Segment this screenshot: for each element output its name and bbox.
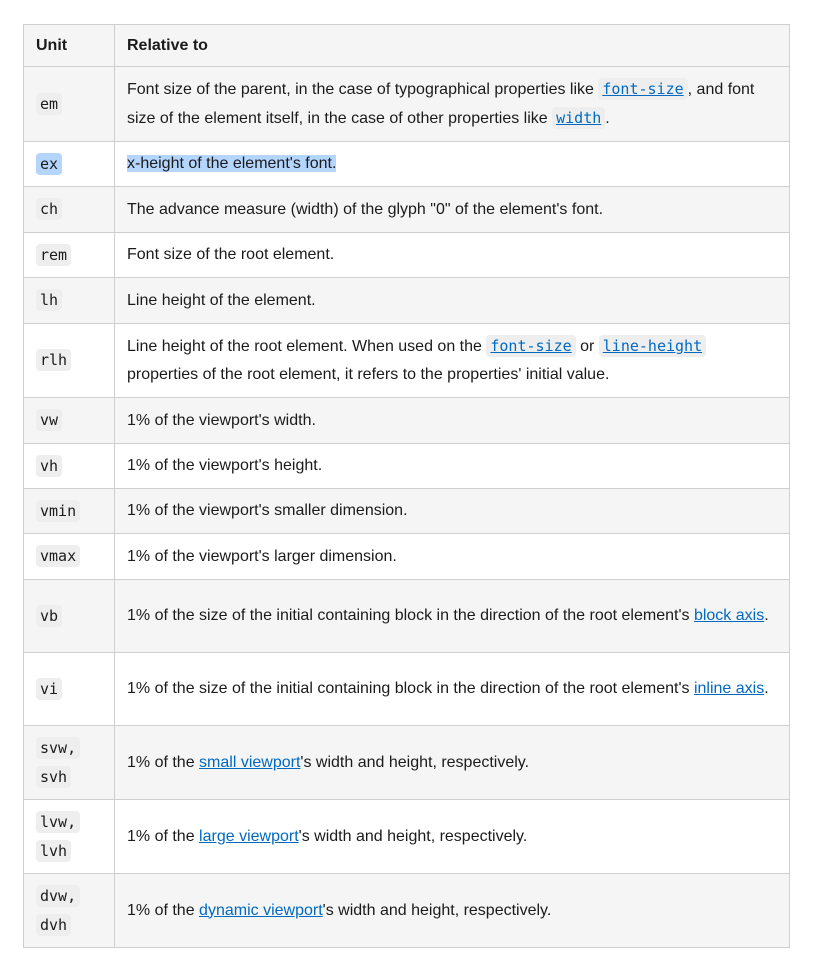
table-row (24, 398, 790, 444)
description-text: 's width and height, respectively. (300, 753, 530, 771)
unit-code: dvh (36, 914, 71, 936)
dynamic-viewport-link[interactable]: dynamic viewport (199, 901, 323, 919)
unit-code: lh (36, 289, 62, 311)
table-row (24, 580, 790, 653)
description-text: 's width and height, respectively. (298, 827, 528, 845)
table-row (24, 726, 790, 800)
description-text: 1% of the size of the initial containing block in the direction of the root element's (127, 680, 694, 697)
description-text: . (605, 110, 610, 127)
description-text: Font size of the parent, in the case of typographical properties like (127, 81, 599, 98)
font-size-link[interactable]: font-size (598, 78, 687, 100)
description-cell (115, 874, 790, 948)
unit-cell (24, 67, 115, 142)
block-axis-link[interactable]: block axis (693, 607, 765, 624)
unit-code: rem (36, 244, 71, 266)
description-text: 1% of the size of the initial containing block in the direction of the root element's (127, 607, 694, 624)
description-cell (115, 726, 790, 800)
unit-code: vmin (36, 500, 80, 522)
description-text: The advance measure (width) of the glyph "0" of the element's font. (127, 200, 604, 218)
line-height-link[interactable]: line-height (599, 335, 706, 357)
table-row (24, 653, 790, 726)
unit-code: svw, (36, 737, 80, 759)
unit-code: vi (36, 678, 62, 700)
table-row (24, 489, 790, 534)
table-row (24, 874, 790, 948)
unit-cell (24, 444, 115, 489)
unit-cell (24, 142, 115, 187)
unit-cell (24, 653, 115, 726)
table-row (24, 233, 790, 278)
description-text: or (575, 338, 599, 355)
unit-code: ex (36, 153, 62, 175)
description-text: . (764, 680, 769, 697)
unit-code: vmax (36, 545, 80, 567)
description-text: 1% of the viewport's larger dimension. (127, 547, 397, 565)
small-viewport-link[interactable]: small viewport (199, 753, 301, 771)
unit-cell (24, 726, 115, 800)
font-size-link[interactable]: font-size (486, 335, 575, 357)
unit-cell (24, 233, 115, 278)
description-cell (115, 534, 790, 580)
description-cell (115, 233, 790, 278)
description-cell (115, 580, 790, 653)
text-selection (36, 156, 62, 173)
description-cell (115, 67, 790, 142)
description-text: 1% of the viewport's width. (127, 411, 316, 429)
description-text: 1% of the (127, 753, 200, 771)
table-row (24, 534, 790, 580)
unit-code: vw (36, 409, 62, 431)
description-cell (115, 489, 790, 534)
unit-code: em (36, 93, 62, 115)
selected-description-text: x-height of the element's font. (127, 155, 337, 172)
description-text: Line height of the element. (127, 291, 316, 309)
unit-cell (24, 800, 115, 874)
unit-code: rlh (36, 349, 71, 371)
unit-cell (24, 278, 115, 324)
unit-cell (24, 874, 115, 948)
unit-code: lvw, (36, 811, 80, 833)
description-cell (115, 398, 790, 444)
description-text: 1% of the viewport's height. (127, 457, 323, 474)
description-text: 1% of the viewport's smaller dimension. (127, 502, 408, 519)
table-row (24, 278, 790, 324)
description-text: . (764, 607, 769, 624)
description-cell (115, 444, 790, 489)
unit-cell (24, 534, 115, 580)
description-text: , and font size of the element itself, in the case of other properties like (127, 81, 755, 127)
table-row (24, 142, 790, 187)
description-cell (115, 324, 790, 398)
unit-cell (24, 489, 115, 534)
table-row (24, 187, 790, 233)
description-cell (115, 142, 790, 187)
unit-cell (24, 324, 115, 398)
description-text: Font size of the root element. (127, 246, 335, 263)
unit-cell (24, 398, 115, 444)
unit-cell (24, 580, 115, 653)
description-cell (115, 653, 790, 726)
inline-axis-link[interactable]: inline axis (693, 680, 765, 697)
header-relative-to: Relative to (115, 25, 790, 67)
table-header-row (24, 25, 790, 67)
unit-code: lvh (36, 840, 71, 862)
unit-code: ch (36, 198, 62, 220)
unit-cell (24, 187, 115, 233)
description-cell (115, 187, 790, 233)
unit-code: svh (36, 766, 71, 788)
unit-code: dvw, (36, 885, 80, 907)
table-row (24, 800, 790, 874)
header-unit: Unit (24, 25, 115, 67)
description-text: 's width and height, respectively. (322, 901, 552, 919)
description-text: 1% of the (127, 827, 200, 845)
table-row (24, 324, 790, 398)
table-row (24, 444, 790, 489)
width-link[interactable]: width (552, 107, 605, 129)
unit-code: vb (36, 605, 62, 627)
description-text: properties of the root element, it refers to the properties' initial value. (127, 366, 610, 383)
description-cell (115, 800, 790, 874)
css-units-table (23, 24, 790, 948)
description-cell (115, 278, 790, 324)
large-viewport-link[interactable]: large viewport (199, 827, 299, 845)
table-row (24, 67, 790, 142)
description-text: 1% of the (127, 901, 200, 919)
description-text: Line height of the root element. When used on the (127, 338, 487, 355)
unit-code: vh (36, 455, 62, 477)
